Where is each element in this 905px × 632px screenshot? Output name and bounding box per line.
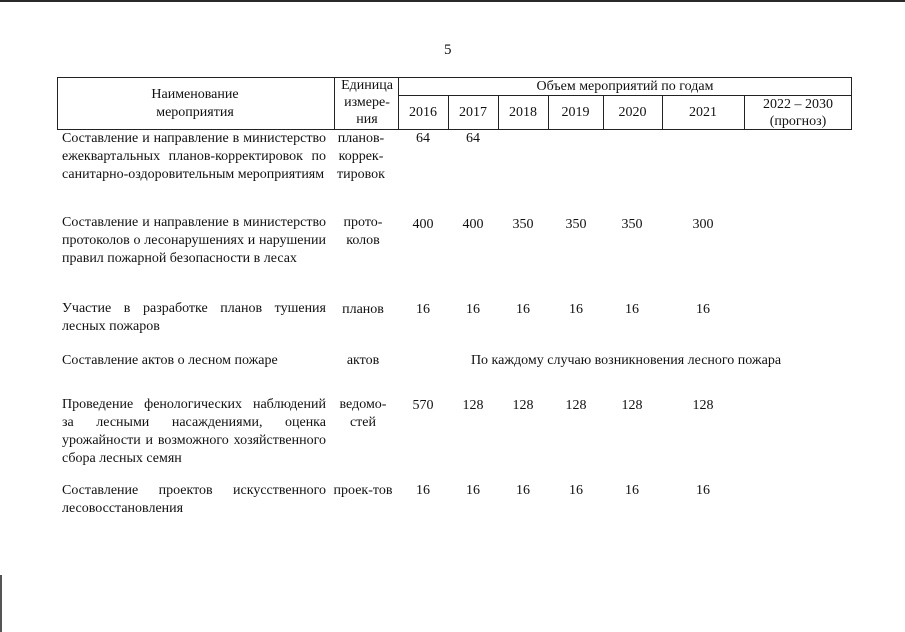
row-name: Участие в разработке планов тушения лесных пожаров xyxy=(62,301,326,334)
row-merged-note: По каждому случаю возникновения лесного пожара xyxy=(470,353,782,368)
row-value: 16 xyxy=(416,483,430,498)
row-value: 300 xyxy=(692,217,714,232)
row-value: 64 xyxy=(416,131,430,146)
row-name: Составление проектов искусственного лесовосстановления xyxy=(62,483,326,516)
row-value: 128 xyxy=(621,398,643,413)
row-value: 16 xyxy=(696,302,710,317)
row-value: 128 xyxy=(462,398,484,413)
row-value: 350 xyxy=(621,217,643,232)
row-value: 16 xyxy=(466,302,480,317)
header-year: 2020 xyxy=(618,105,647,120)
row-value: 16 xyxy=(516,302,530,317)
scan-top-border xyxy=(0,0,905,2)
row-value: 16 xyxy=(516,483,530,498)
header-name-label: Наименование мероприятия xyxy=(151,87,239,120)
header-year: 2018 xyxy=(509,105,537,120)
row-value: 16 xyxy=(416,302,430,317)
row-value: 16 xyxy=(625,302,639,317)
row-unit: планов xyxy=(342,302,384,317)
row-unit: проек-тов xyxy=(333,483,393,498)
row-value: 570 xyxy=(412,398,434,413)
header-divider xyxy=(334,77,335,130)
row-name: Составление и направление в министерство протоколов о лесонарушениях и нарушении правил пожарной безопасности в лесах xyxy=(62,215,326,266)
page-number: 5 xyxy=(444,42,452,58)
header-year: 2016 xyxy=(409,105,437,120)
row-unit: ведомо-стей xyxy=(339,397,387,430)
scan-left-edge xyxy=(0,575,2,632)
row-value: 16 xyxy=(466,483,480,498)
header-year: 2019 xyxy=(561,105,590,120)
row-value: 16 xyxy=(625,483,639,498)
row-name: Составление актов о лесном пожаре xyxy=(62,353,278,368)
row-value: 16 xyxy=(696,483,710,498)
row-value: 350 xyxy=(565,217,587,232)
header-year: 2021 xyxy=(689,105,717,120)
row-name: Составление и направление в министерство ежеквартальных планов-корректировок по санитарно-оздоровительным мероприятиям xyxy=(62,131,326,182)
row-value: 400 xyxy=(462,217,484,232)
header-divider xyxy=(744,95,745,130)
row-value: 128 xyxy=(692,398,714,413)
header-volume-label: Объем мероприятий по годам xyxy=(536,79,714,94)
row-unit: прото-колов xyxy=(343,215,383,248)
header-forecast-label: 2022 – 2030 (прогноз) xyxy=(763,97,833,129)
row-unit: актов xyxy=(346,353,380,368)
header-year: 2017 xyxy=(459,105,487,120)
row-unit: планов-коррек-тировок xyxy=(337,131,385,182)
row-value: 16 xyxy=(569,483,583,498)
row-value: 128 xyxy=(565,398,587,413)
row-name: Проведение фенологических наблюдений за лесными насаждениями, оценка урожайности и возможного хозяйственного сбора лесных семян xyxy=(62,397,326,466)
row-value: 16 xyxy=(569,302,583,317)
row-value: 128 xyxy=(512,398,534,413)
row-value: 350 xyxy=(512,217,534,232)
row-value: 64 xyxy=(466,131,480,146)
row-value: 400 xyxy=(412,217,434,232)
header-unit-label: Единица измере-ния xyxy=(341,78,393,127)
